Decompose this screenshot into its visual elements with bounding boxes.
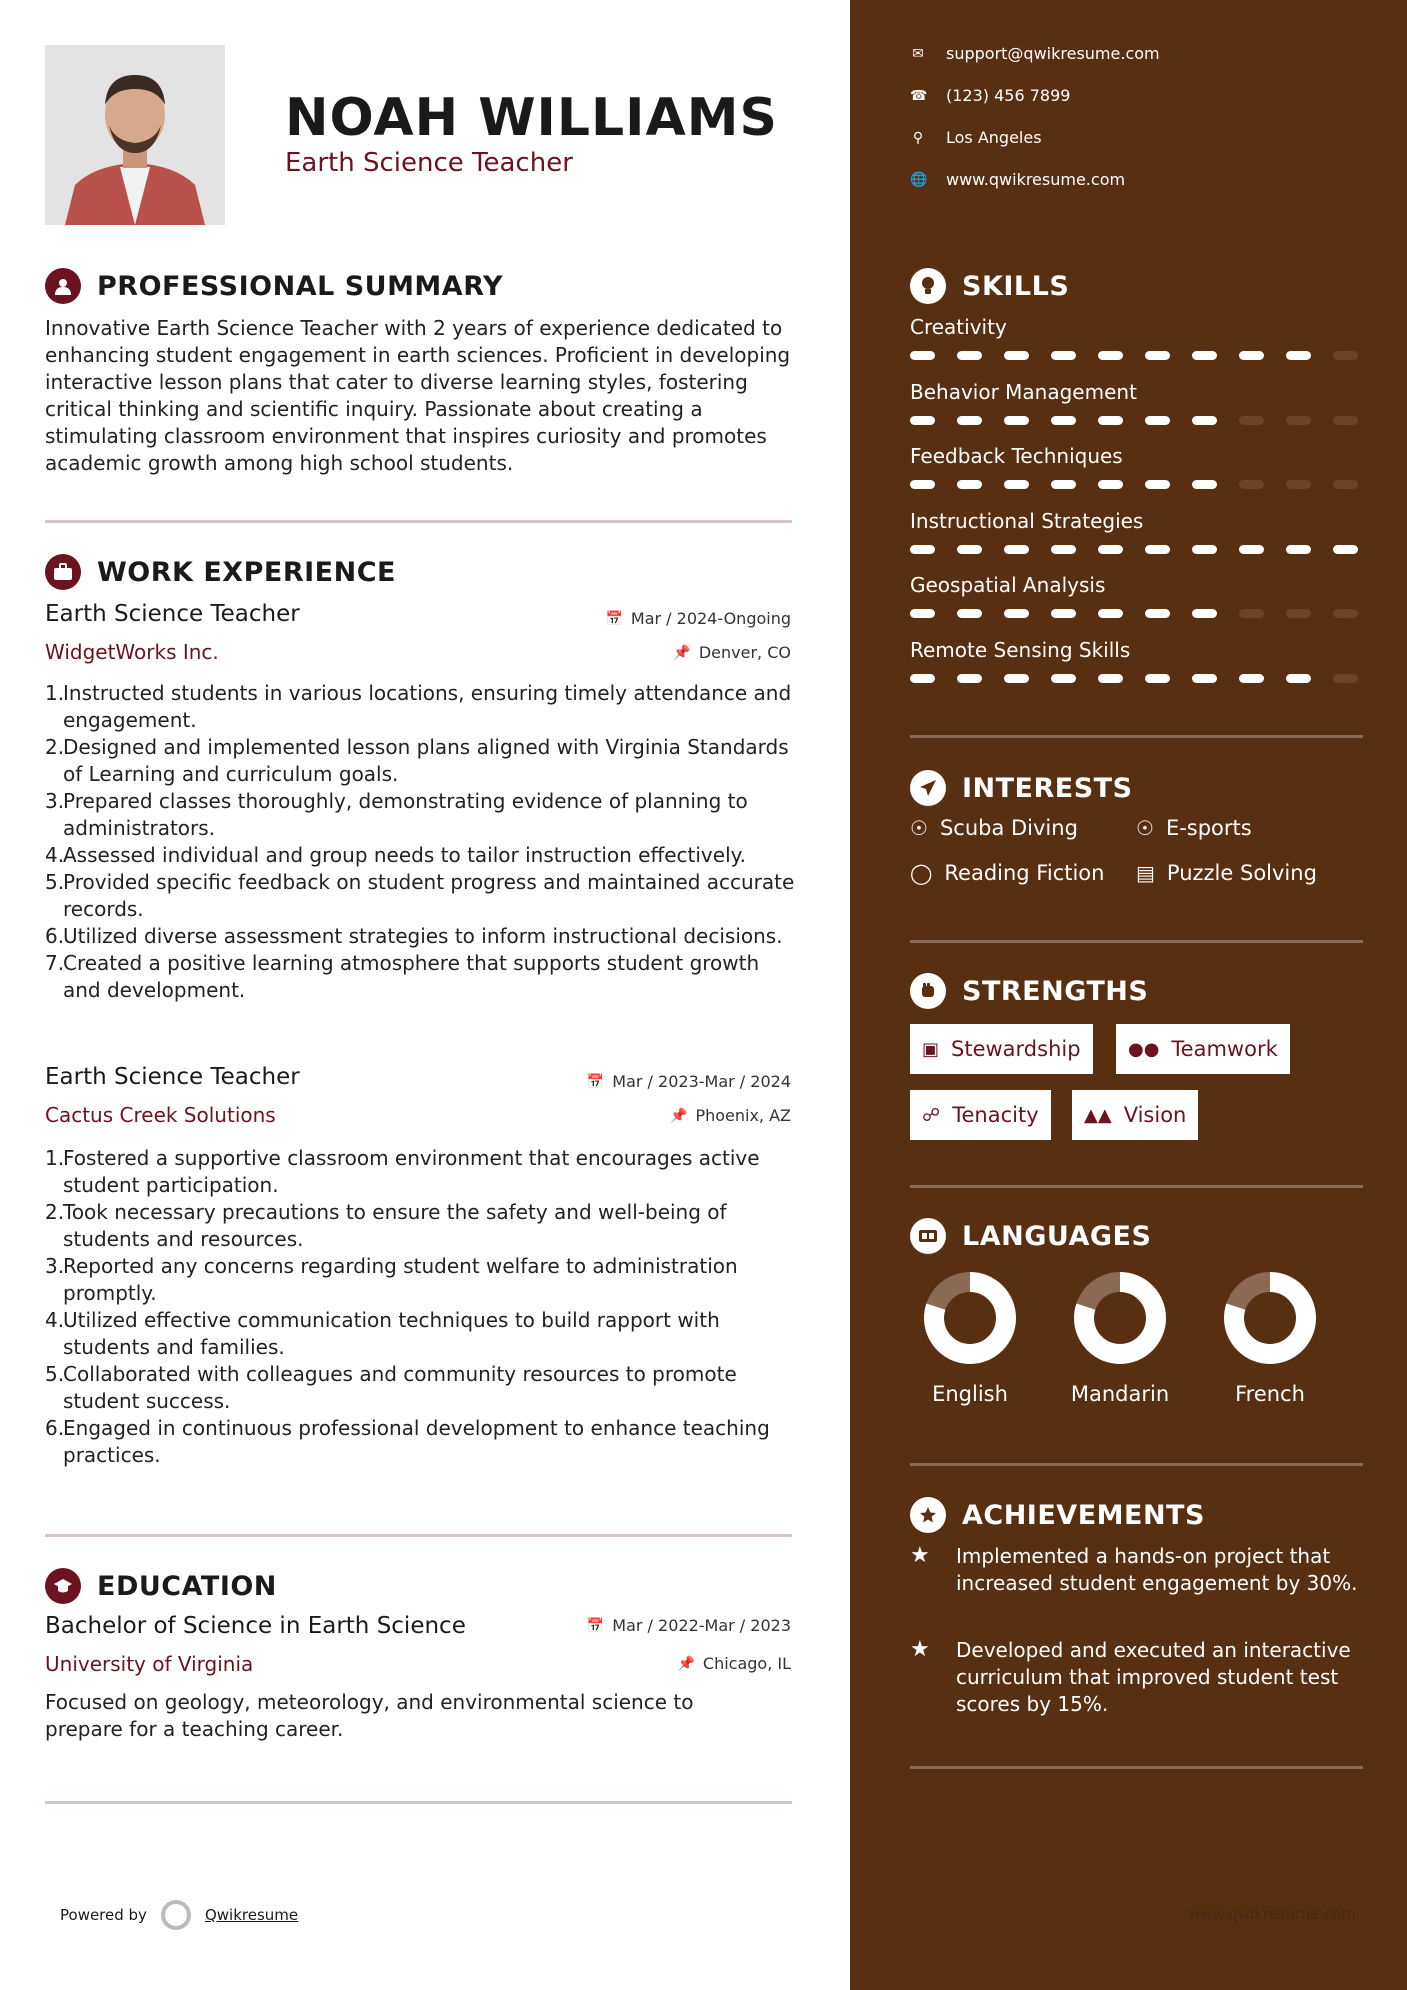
achievement-item: ★ Developed and executed an interactive curriculum that improved student test scores by 15%.	[910, 1637, 1351, 1716]
skill-segment	[1239, 609, 1264, 618]
pin-icon: 📌	[670, 1107, 688, 1124]
degree-title: Bachelor of Science in Earth Science	[45, 1613, 466, 1639]
education-dates: 📅 Mar / 2022-Mar / 2023	[586, 1616, 791, 1635]
lifebuoy-icon: ☉	[1136, 816, 1154, 840]
skill-segment	[1239, 351, 1264, 360]
skill-segment	[1098, 609, 1123, 618]
skill-segment	[1004, 674, 1029, 683]
job-location: 📌 Denver, CO	[673, 643, 791, 662]
skill-segment	[1286, 674, 1311, 683]
gamepad-icon: ◯	[910, 861, 933, 885]
star-icon	[910, 1497, 946, 1533]
achievements-heading	[910, 1497, 1205, 1533]
language-label: French	[1235, 1382, 1305, 1406]
skill-level-bar	[910, 416, 1358, 425]
skill-segment	[1051, 609, 1076, 618]
strength-badge: ☍ Tenacity	[910, 1090, 1051, 1140]
language-donut	[1072, 1270, 1168, 1366]
skill-segment	[910, 609, 935, 618]
skill-name: Remote Sensing Skills	[910, 637, 1131, 662]
shooting-star-icon: ★	[910, 1543, 930, 1568]
pin-icon: 📌	[677, 1655, 695, 1672]
skill-segment	[1051, 674, 1076, 683]
skill-segment	[1051, 351, 1076, 360]
skill-segment	[1286, 609, 1311, 618]
skill-segment	[1004, 609, 1029, 618]
list-item: 5. Provided specific feedback on student progress and maintained accurate records.	[45, 870, 795, 921]
skill-segment	[1333, 351, 1358, 360]
skill-segment	[1286, 416, 1311, 425]
experience-title: WORK EXPERIENCE	[97, 556, 396, 588]
list-item: 6. Utilized diverse assessment strategies to inform instructional decisions.	[45, 924, 783, 948]
user-icon	[45, 268, 81, 304]
divider	[910, 1463, 1363, 1466]
skill-segment	[1286, 545, 1311, 554]
briefcase-icon	[45, 554, 81, 590]
qwikresume-logo-icon	[161, 1900, 191, 1930]
contact-phone: ☎ (123) 456 7899	[910, 86, 1071, 105]
language-donut	[1222, 1270, 1318, 1366]
skill-segment	[910, 545, 935, 554]
summary-title: PROFESSIONAL SUMMARY	[97, 270, 504, 302]
strength-badge: ▲▲ Vision	[1072, 1090, 1198, 1140]
calendar-icon: 📅	[586, 1073, 605, 1090]
skill-segment	[910, 351, 935, 360]
skill-segment	[957, 480, 982, 489]
graduation-cap-icon	[45, 1568, 81, 1604]
skill-segment	[1004, 416, 1029, 425]
skills-heading	[910, 268, 1069, 304]
skill-level-bar	[910, 545, 1358, 554]
skill-segment	[910, 674, 935, 683]
interests-title: INTERESTS	[962, 772, 1133, 804]
divider	[910, 735, 1363, 738]
skill-name: Creativity	[910, 315, 1007, 339]
lifebuoy-icon: ☉	[910, 816, 928, 840]
skill-segment	[1239, 674, 1264, 683]
skill-name: Geospatial Analysis	[910, 573, 1106, 597]
paper-plane-icon	[910, 770, 946, 806]
divider	[910, 1185, 1363, 1188]
strength-badge: ▣ Stewardship	[910, 1024, 1093, 1074]
job-title: Earth Science Teacher	[45, 601, 300, 627]
users-icon: ●●	[1128, 1038, 1160, 1060]
summary-heading	[45, 268, 503, 304]
job-title: Earth Science Teacher	[45, 1064, 300, 1090]
interest-item: ◯ Reading Fiction	[910, 861, 1105, 885]
skill-segment	[957, 351, 982, 360]
skill-segment	[1239, 545, 1264, 554]
skill-segment	[1098, 545, 1123, 554]
job-bullets	[45, 680, 795, 1004]
contact-website[interactable]: 🌐 www.qwikresume.com	[910, 170, 1126, 189]
skill-segment	[1098, 351, 1123, 360]
school-name: University of Virginia	[45, 1652, 254, 1676]
pin-icon: 📌	[673, 644, 691, 661]
list-item: 3. Prepared classes thoroughly, demonstrating evidence of planning to administrators.	[45, 789, 748, 840]
skill-segment	[1145, 351, 1170, 360]
translate-icon	[910, 1218, 946, 1254]
skill-segment	[1145, 416, 1170, 425]
list-item: 1. Fostered a supportive classroom environment that encourages active student participation.	[45, 1146, 760, 1197]
summary-text: Innovative Earth Science Teacher with 2 years of experience dedicated to enhancing student engagement in earth sciences. Proficient in developing interactive lesson plans that cater to diverse learning styles, fostering critical thinking and scientific inquiry. Passionate about creating a stimulating classroom environment that inspires curiosity and promotes academic growth among high school students.	[45, 316, 791, 475]
contact-email[interactable]: ✉ support@qwikresume.com	[910, 44, 1160, 63]
skill-segment	[957, 674, 982, 683]
list-item: 4. Utilized effective communication techniques to build rapport with students and families.	[45, 1308, 720, 1359]
languages-heading	[910, 1218, 1151, 1254]
list-item: 5. Collaborated with colleagues and community resources to promote student success.	[45, 1362, 737, 1413]
envelope-icon: ✉	[912, 45, 924, 62]
skill-segment	[1004, 351, 1029, 360]
skill-segment	[1145, 545, 1170, 554]
candidate-role: Earth Science Teacher	[285, 148, 573, 178]
skill-segment	[1098, 416, 1123, 425]
skill-segment	[957, 545, 982, 554]
language-item	[1205, 1270, 1335, 1406]
divider	[45, 1534, 792, 1537]
skills-title: SKILLS	[962, 270, 1070, 302]
language-item	[1055, 1270, 1185, 1406]
skill-level-bar	[910, 609, 1358, 618]
lightbulb-icon	[910, 268, 946, 304]
interest-item: ☉ E-sports	[1136, 816, 1252, 840]
skill-segment	[1286, 480, 1311, 489]
briefcase-icon: ▣	[922, 1038, 940, 1060]
education-description: Focused on geology, meteorology, and environmental science to prepare for a teaching career.	[45, 1690, 694, 1741]
job-company: WidgetWorks Inc.	[45, 640, 219, 664]
skill-segment	[957, 609, 982, 618]
skill-segment	[1098, 480, 1123, 489]
skill-segment	[1192, 674, 1217, 683]
job-dates: 📅 Mar / 2024-Ongoing	[605, 609, 791, 628]
skill-segment	[1192, 416, 1217, 425]
fist-icon	[910, 973, 946, 1009]
map-pin-icon: ⚲	[912, 129, 924, 146]
skill-segment	[1051, 545, 1076, 554]
job-dates: 📅 Mar / 2023-Mar / 2024	[586, 1072, 791, 1091]
list-item: 4. Assessed individual and group needs to tailor instruction effectively.	[45, 843, 746, 867]
languages-title: LANGUAGES	[962, 1220, 1152, 1252]
skill-segment	[1333, 674, 1358, 683]
strengths-heading	[910, 973, 1148, 1009]
interests-heading	[910, 770, 1133, 806]
job-company: Cactus Creek Solutions	[45, 1103, 276, 1127]
skill-segment	[1004, 480, 1029, 489]
skill-segment	[1239, 480, 1264, 489]
skill-level-bar	[910, 351, 1358, 360]
skill-segment	[1333, 545, 1358, 554]
language-label: English	[932, 1382, 1008, 1406]
experience-heading	[45, 554, 396, 590]
achievements-title: ACHIEVEMENTS	[962, 1499, 1205, 1531]
footer-powered-by: Powered by Qwikresume	[60, 1900, 298, 1930]
book-icon: ▤	[1136, 861, 1155, 885]
skill-segment	[1145, 674, 1170, 683]
interest-item: ☉ Scuba Diving	[910, 816, 1078, 840]
skill-segment	[1098, 674, 1123, 683]
skill-segment	[1004, 545, 1029, 554]
education-heading	[45, 1568, 277, 1604]
skill-segment	[1192, 545, 1217, 554]
divider	[910, 940, 1363, 943]
footer-website[interactable]: www.qwikresume.com	[1188, 1905, 1356, 1923]
skill-segment	[1239, 416, 1264, 425]
skill-level-bar	[910, 674, 1358, 683]
skill-segment	[1145, 609, 1170, 618]
education-title: EDUCATION	[97, 1570, 277, 1602]
skill-segment	[1333, 416, 1358, 425]
skill-segment	[1192, 351, 1217, 360]
language-donut	[922, 1270, 1018, 1366]
language-item	[905, 1270, 1035, 1406]
list-item: 2. Took necessary precautions to ensure the safety and well-being of students and resources.	[45, 1200, 727, 1251]
calendar-icon: 📅	[605, 610, 623, 627]
skill-segment	[910, 480, 935, 489]
contact-location: ⚲ Los Angeles	[910, 128, 1042, 147]
divider	[45, 1801, 792, 1804]
list-item: 2. Designed and implemented lesson plans aligned with Virginia Standards of Learning and curriculum goals.	[45, 735, 789, 786]
skill-segment	[1333, 480, 1358, 489]
skill-segment	[1051, 416, 1076, 425]
language-label: Mandarin	[1070, 1382, 1170, 1406]
divider	[910, 1766, 1363, 1769]
globe-icon: 🌐	[910, 171, 928, 188]
shooting-star-icon: ★	[910, 1637, 930, 1662]
education-location: 📌 Chicago, IL	[677, 1654, 791, 1673]
skill-segment	[1192, 480, 1217, 489]
link-icon: ☍	[922, 1104, 941, 1126]
job-location: 📌 Phoenix, AZ	[670, 1106, 791, 1125]
footer-brand-link[interactable]: Qwikresume	[204, 1906, 299, 1924]
strengths-title: STRENGTHS	[962, 975, 1149, 1007]
list-item: 1. Instructed students in various locations, ensuring timely attendance and engagement.	[45, 681, 792, 732]
divider	[45, 520, 792, 523]
skill-segment	[1333, 609, 1358, 618]
skill-level-bar	[910, 480, 1358, 489]
skill-segment	[1145, 480, 1170, 489]
profile-photo	[45, 45, 225, 225]
skill-segment	[910, 416, 935, 425]
job-bullets	[45, 1145, 795, 1469]
achievement-item: ★ Implemented a hands-on project that increased student engagement by 30%.	[910, 1543, 1358, 1595]
candidate-name: NOAH WILLIAMS	[285, 88, 778, 148]
skill-segment	[1286, 351, 1311, 360]
list-item: 3. Reported any concerns regarding student welfare to administration promptly.	[45, 1254, 738, 1305]
strength-badge: ●● Teamwork	[1116, 1024, 1290, 1074]
interest-item: ▤ Puzzle Solving	[1136, 861, 1317, 885]
skill-name: Feedback Techniques	[910, 444, 1123, 468]
phone-icon: ☎	[910, 87, 928, 104]
list-item: 7. Created a positive learning atmosphere that supports student growth and development.	[45, 951, 760, 1002]
calendar-icon: 📅	[586, 1617, 605, 1634]
binoculars-icon: ▲▲	[1084, 1104, 1112, 1126]
skill-segment	[1051, 480, 1076, 489]
skill-segment	[957, 416, 982, 425]
list-item: 6. Engaged in continuous professional development to enhance teaching practices.	[45, 1416, 770, 1467]
skill-name: Behavior Management	[910, 379, 1137, 404]
skill-segment	[1192, 609, 1217, 618]
skill-name: Instructional Strategies	[910, 508, 1144, 533]
